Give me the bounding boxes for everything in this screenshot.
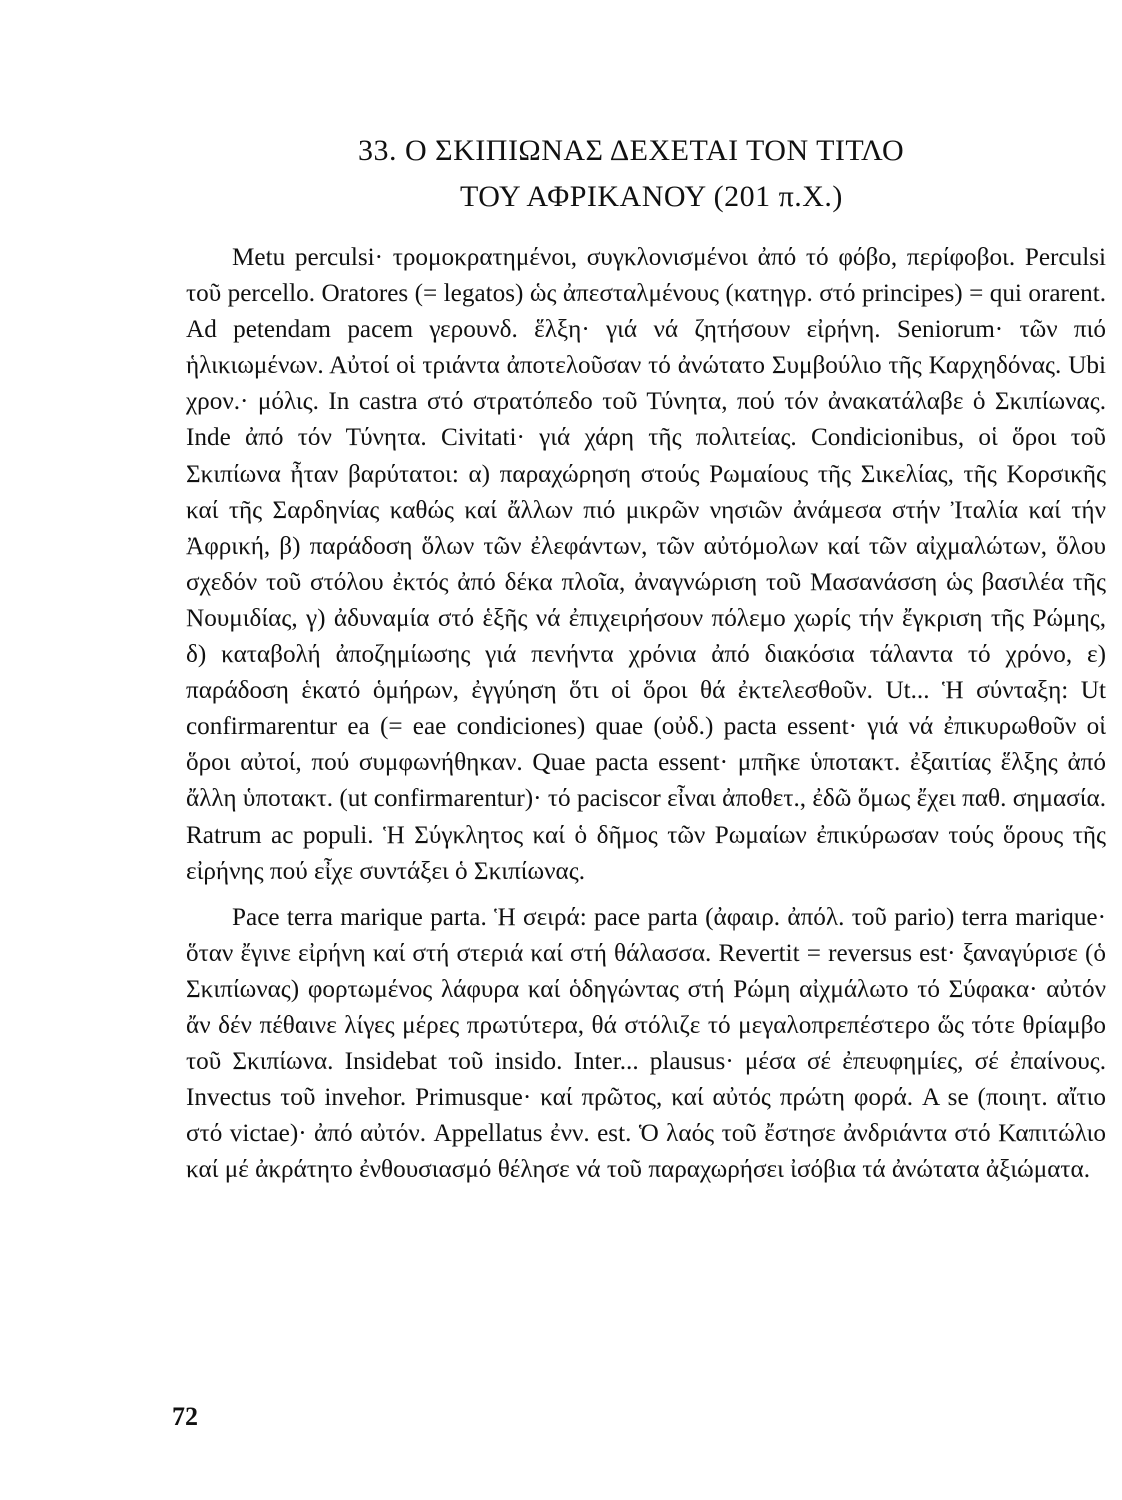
- chapter-heading-line-1: 33. Ο ΣΚΙΠΙΩΝΑΣ ΔΕΧΕΤΑΙ ΤΟΝ ΤΙΤΛΟ: [358, 134, 905, 167]
- paragraph-2: Pace terra marique parta. Ἡ σειρά: pace parta (ἀφαιρ. ἀπόλ. τοῦ pario) terra marique· ὅταν ἔγινε εἰρήνη καί στή στεριά καί στή θάλασσα. Revertit = reversus est· ξαναγύρισε (ὁ Σκιπίωνας) φορτωμένος λάφυρα καί ὁδηγώντας στή Ρώμη αἰχμάλωτο τό Σύφακα· αὐτόν ἄν δέν πέθαινε λίγες μέρες πρωτύτερα, θά στόλιζε τό μεγαλοπρεπέστερο ὥς τότε θρίαμβο τοῦ Σκιπίωνα. Insidebat τοῦ insido. Inter... plausus· μέσα σέ ἐπευφημίες, σέ ἐπαίνους. Invectus τοῦ invehor. Primusque· καί πρῶτος, καί αὐτός πρώτη φορά. A se (ποιητ. αἴτιο στό victae)· ἀπό αὐτόν. Appellatus ἐνν. est. Ὁ λαός τοῦ ἔστησε ἀνδριάντα στό Καπιτώλιο καί μέ ἀκράτητο ἐνθουσιασμό θέλησε νά τοῦ παραχωρήσει ἰσόβια τά ἀνώτατα ἀξιώματα.: [186, 903, 1106, 1184]
- chapter-heading-line-2: ΤΟΥ ΑΦΡΙΚΑΝΟΥ (201 π.Χ.): [460, 180, 843, 213]
- page-number: 72: [172, 1402, 198, 1431]
- chapter-heading: [300, 128, 940, 220]
- commentary-body: [186, 240, 1106, 1188]
- paragraph-1: Metu perculsi· τρομοκρατημένοι, συγκλονισμένοι ἀπό τό φόβο, περίφοβοι. Perculsi τοῦ percello. Oratores (= legatos) ὡς ἀπεσταλμένους (κατηγρ. στό principes) = qui orarent. Ad petendam pacem γερουνδ. ἕλξη· γιά νά ζητήσουν εἰρήνη. Seniorum· τῶν πιό ἡλικιωμένων. Αὐτοί οἱ τριάντα ἀποτελοῦσαν τό ἀνώτατο Συμβούλιο τῆς Καρχηδόνας. Ubi χρον.· μόλις. In castra στό στρατόπεδο τοῦ Τύνητα, πού τόν ἀνακατάλαβε ὁ Σκιπίωνας. Inde ἀπό τόν Τύνητα. Civitati· γιά χάρη τῆς πολιτείας. Condicionibus, οἱ ὅροι τοῦ Σκιπίωνα ἦταν βαρύτατοι: α) παραχώρηση στούς Ρωμαίους τῆς Σικελίας, τῆς Κορσικῆς καί τῆς Σαρδηνίας καθώς καί ἄλλων πιό μικρῶν νησιῶν ἀνάμεσα στήν Ἰταλία καί τήν Ἀφρική, β) παράδοση ὅλων τῶν ἐλεφάντων, τῶν αὐτόμολων καί τῶν αἰχμαλώτων, ὅλου σχεδόν τοῦ στόλου ἐκτός ἀπό δέκα πλοῖα, ἀναγνώριση τοῦ Μασανάσση ὡς βασιλέα τῆς Νουμιδίας, γ) ἀδυναμία στό ἑξῆς νά ἐπιχειρήσουν πόλεμο χωρίς τήν ἔγκριση τῆς Ρώμης, δ) καταβολή ἀποζημίωσης γιά πενήντα χρόνια ἀπό διακόσια τάλαντα τό χρόνο, ε) παράδοση ἑκατό ὁμήρων, ἐγγύηση ὅτι οἱ ὅροι θά ἐκτελεσθοῦν. Ut... Ἡ σύνταξη: Ut confirmarentur ea (= eae condiciones) quae (οὐδ.) pacta essent· γιά νά ἐπικυρωθοῦν οἱ ὅροι αὐτοί, πού συμφωνήθηκαν. Quae pacta essent· μπῆκε ὑποτακτ. ἐξαιτίας ἕλξης ἀπό ἄλλη ὑποτακτ. (ut confirmarentur)· τό paciscor εἶναι ἀποθετ., ἐδῶ ὅμως ἔχει παθ. σημασία. Ratrum ac populi. Ἡ Σύγκλητος καί ὁ δῆμος τῶν Ρωμαίων ἐπικύρωσαν τούς ὅρους τῆς εἰρήνης πού εἶχε συντάξει ὁ Σκιπίωνας.: [186, 244, 1106, 885]
